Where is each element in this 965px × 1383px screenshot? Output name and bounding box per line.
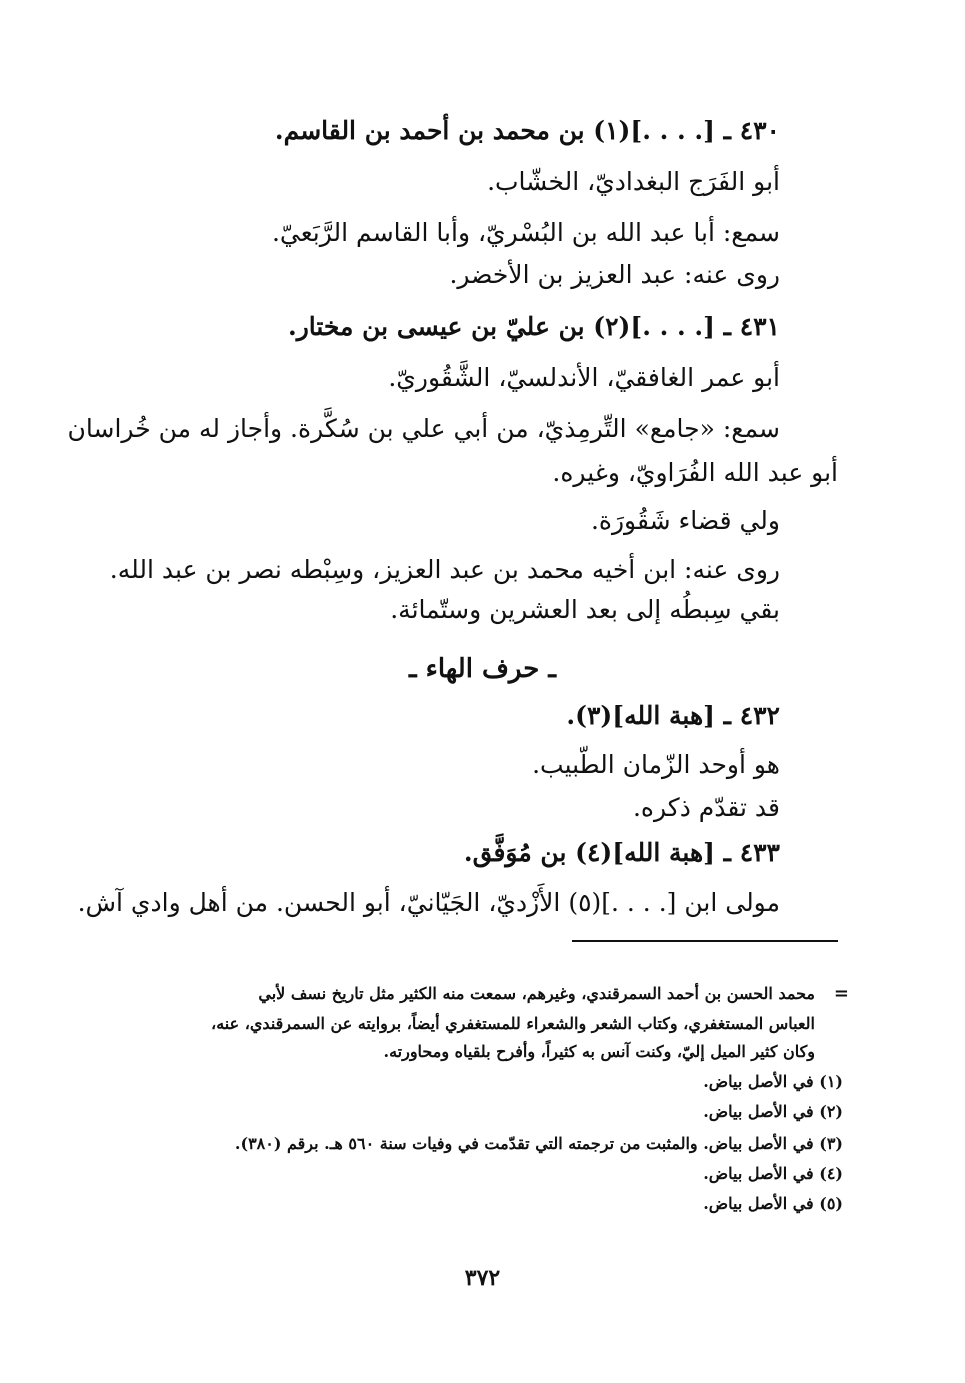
footnote-continuation-line-3: وكان كثير الميل إليّ، وكنت آنس به كثيراً، وأفرح بلقياه ومحاورته. xyxy=(383,1042,815,1061)
entry-433-heading: ٤٣٣ ـ [هبة الله](٤) بن مُوَفَّق. xyxy=(463,838,780,867)
footnote-3: (٣) في الأصل بياض. والمثبت من ترجمته التي تقدّمت في وفيات سنة ٥٦٠ هـ. برقم (٣٨٠). xyxy=(234,1134,843,1153)
footnote-separator xyxy=(572,940,838,942)
entry-433-line-1: مولى ابن [. . . .](٥) الأَزْديّ، الجَيّانيّ، أبو الحسن. من أهل وادي آش. xyxy=(77,888,780,917)
entry-431-line-6: بقي سِبطُه إلى بعد العشرين وستّمائة. xyxy=(390,595,780,624)
footnote-continuation-marker: = xyxy=(833,983,849,1004)
entry-432-line-2: قد تقدّم ذكره. xyxy=(632,793,780,822)
footnote-5: (٥) في الأصل بياض. xyxy=(703,1194,843,1213)
entry-430-line-3: روى عنه: عبد العزيز بن الأخضر. xyxy=(449,260,780,289)
footnote-continuation-line-1: محمد الحسن بن أحمد السمرقندي، وغيرهم، سمعت منه الكثير مثل تاريخ نسف لأبي xyxy=(258,984,815,1003)
entry-432-heading: ٤٣٢ ـ [هبة الله](٣). xyxy=(566,701,780,730)
page-number: ٣٧٢ xyxy=(464,1265,501,1291)
entry-431-line-5: روى عنه: ابن أخيه محمد بن عبد العزيز، وسِبْطه نصر بن عبد الله. xyxy=(109,555,780,584)
footnote-continuation-line-2: العباس المستغفري، وكتاب الشعر والشعراء للمستغفري أيضاً، بروايته عن السمرقندي، عنه، xyxy=(211,1014,815,1033)
entry-430-line-2: سمع: أبا عبد الله بن البُسْريّ، وأبا القاسم الرَّبَعيّ. xyxy=(271,218,780,247)
entry-430-line-1: أبو الفَرَج البغداديّ، الخشّاب. xyxy=(487,167,780,196)
entry-431-line-4: ولي قضاء شَقُورَة. xyxy=(590,506,780,535)
entry-431-line-2: سمع: «جامع» التِّرمِذيّ، من أبي علي بن سُكَّرة. وأجاز له من خُراسان xyxy=(67,414,780,443)
footnote-1: (١) في الأصل بياض. xyxy=(703,1072,843,1091)
section-title: ـ حرف الهاء ـ xyxy=(408,654,557,684)
entry-431-line-3: أبو عبد الله الفُرَاويّ، وغيره. xyxy=(552,458,838,487)
entry-431-line-1: أبو عمر الغافقيّ، الأندلسيّ، الشَّقُوريّ. xyxy=(388,363,780,392)
entry-430-heading: ٤٣٠ ـ [. . . .](١) بن محمد بن أحمد بن القاسم. xyxy=(274,116,780,145)
entry-431-heading: ٤٣١ ـ [. . . .](٢) بن عليّ بن عيسى بن مختار. xyxy=(287,312,780,341)
footnote-4: (٤) في الأصل بياض. xyxy=(703,1164,843,1183)
footnote-2: (٢) في الأصل بياض. xyxy=(703,1102,843,1121)
entry-432-line-1: هو أوحد الزّمان الطّبيب. xyxy=(532,750,780,779)
